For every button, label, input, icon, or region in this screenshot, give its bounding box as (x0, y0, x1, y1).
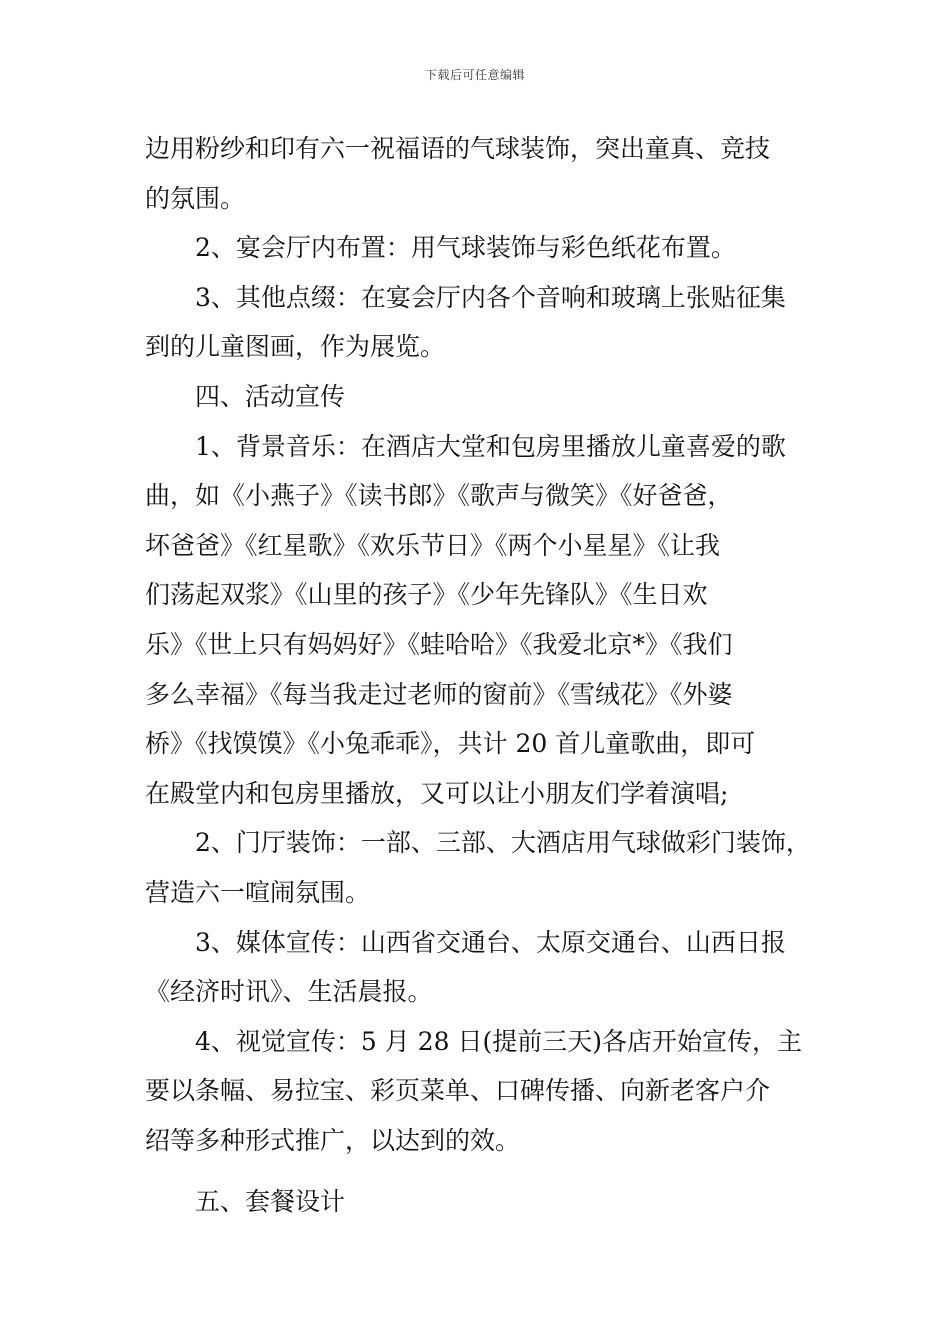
text-line: 2、宴会厅内布置：用气球装饰与彩色纸花布置。 (145, 233, 736, 263)
text-line: 多么幸福》《每当我走过老师的窗前》《雪绒花》《外婆 (145, 679, 733, 709)
text-line: 《经济时讯》、生活晨报。 (145, 977, 433, 1007)
text-line: 1、背景音乐：在酒店大堂和包房里播放儿童喜爱的歌 (145, 431, 786, 461)
text-line: 到的儿童图画，作为展览。 (145, 332, 446, 362)
text-line: 们荡起双浆》《山里的孩子》《少年先锋队》《生日欢 (145, 580, 708, 610)
text-line: 营造六一喧闹氛围。 (145, 877, 371, 907)
paragraph-gap (145, 1165, 810, 1177)
text-line: 3、其他点缀：在宴会厅内各个音响和玻璃上张贴征集 (145, 282, 786, 312)
text-line: 2、门厅装饰：一部、三部、大酒店用气球做彩门装饰， (145, 828, 811, 858)
text-line: 坏爸爸》《红星歌》《欢乐节日》《两个小星星》《让我 (145, 530, 721, 560)
section-heading: 五、套餐设计 (145, 1187, 346, 1217)
text-line: 桥》《找馍馍》《小兔乖乖》，共计 20 首儿童歌曲，即可 (145, 729, 756, 759)
section-heading: 四、活动宣传 (145, 381, 346, 411)
text-line: 绍等多种形式推广，以达到的效。 (145, 1125, 521, 1155)
text-line: 曲，如《小燕子》《读书郎》《歌声与微笑》《好爸爸， (145, 481, 733, 511)
text-line: 的氛围。 (145, 183, 246, 213)
document-body (145, 124, 810, 1227)
text-line: 4、视觉宣传：5 月 28 日(提前三天)各店开始宣传，主 (145, 1026, 802, 1056)
text-line: 乐》《世上只有妈妈好》《蛙哈哈》《我爱北京*》《我们 (145, 629, 733, 659)
text-line: 要以条幅、易拉宝、彩页菜单、口碑传播、向新老客户介 (145, 1076, 771, 1106)
text-line: 3、媒体宣传：山西省交通台、太原交通台、山西日报 (145, 927, 786, 957)
page-header: 下载后可任意编辑 (424, 68, 525, 82)
text-line: 在殿堂内和包房里播放，又可以让小朋友们学着演唱; (145, 778, 729, 808)
text-line: 边用粉纱和印有六一祝福语的气球装饰，突出童真、竞技 (145, 134, 771, 163)
